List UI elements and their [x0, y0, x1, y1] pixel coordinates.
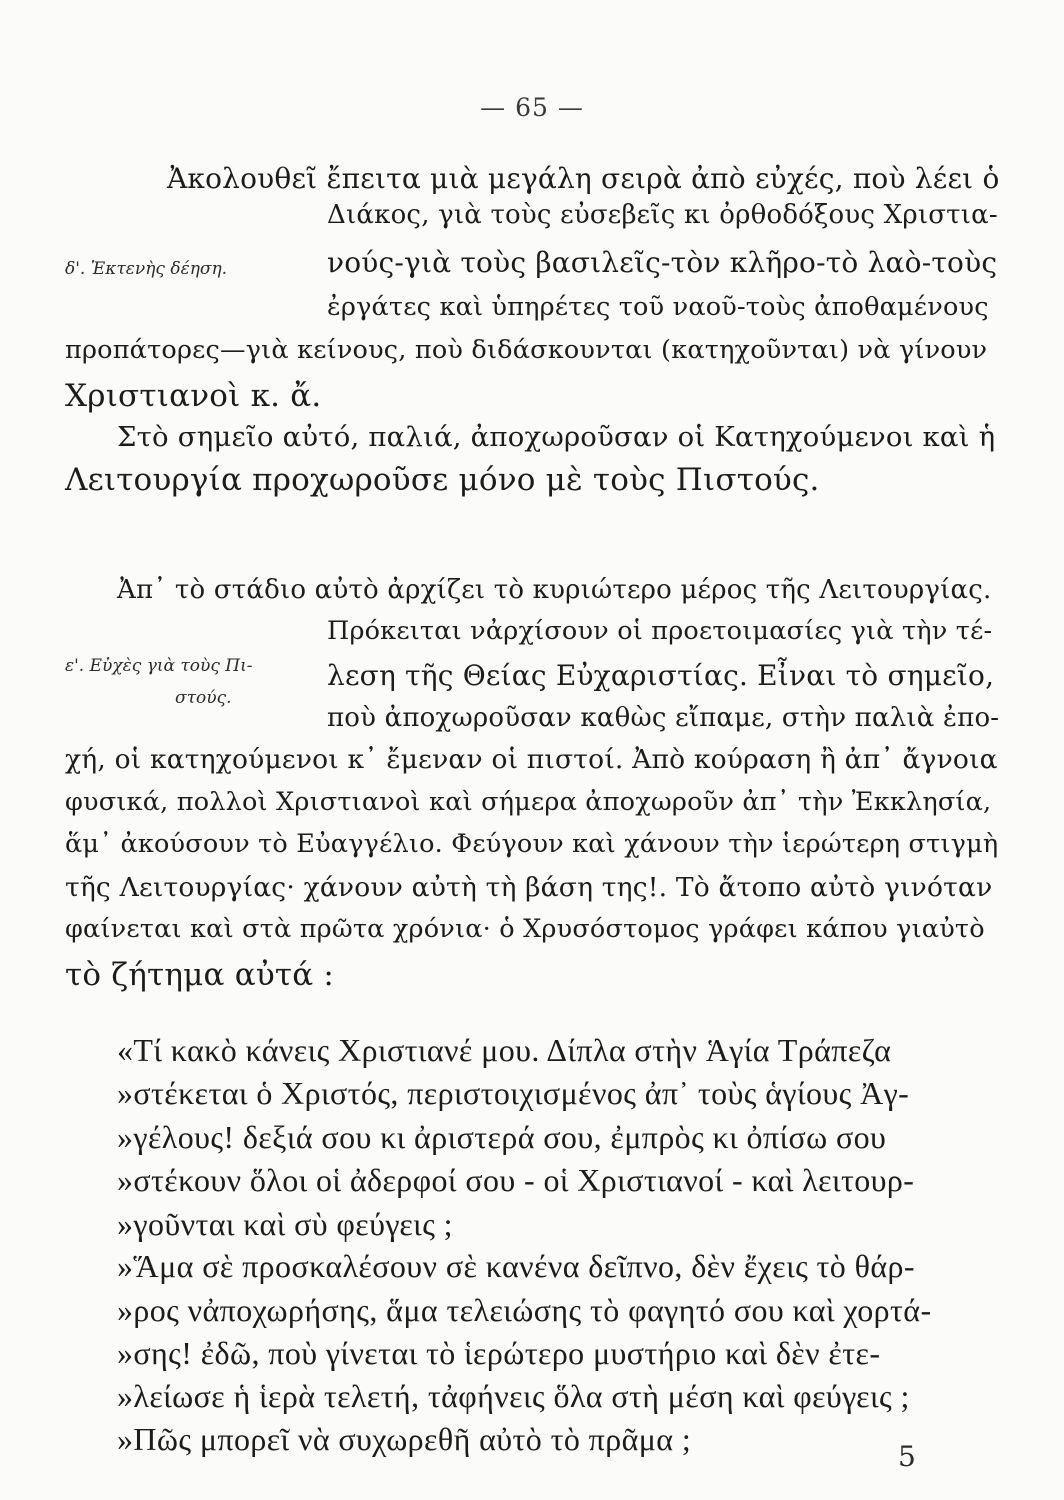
paragraph-line: προπάτορες—γιὰ κείνους, ποὺ διδάσκουνται (κατηχοῦνται) νὰ γίνουν — [65, 335, 988, 365]
paragraph-line: Ἀπ᾽ τὸ στάδιο αὐτὸ ἀρχίζει τὸ κυριώτερο μέρος τῆς Λειτουργίας. — [117, 575, 992, 605]
page-header: — 65 — — [480, 93, 584, 122]
quote-line: »στέκεται ὁ Χριστός, περιστοιχισμένος ἀπ᾽ τοὺς ἁγίους Ἀγ- — [117, 1075, 910, 1111]
quote-line: »ρος νἀποχωρήσης, ἅμα τελειώσης τὸ φαγητό σου καὶ χορτά- — [117, 1292, 932, 1328]
paragraph-line: τὸ ζήτημα αὐτά : — [65, 957, 335, 993]
paragraph-line: τῆς Λειτουργίας· χάνουν αὐτὴ τὴ βάση της!. Τὸ ἄτοπο αὐτὸ γινόταν — [65, 872, 993, 903]
margin-note: στούς. — [175, 688, 232, 708]
quote-line: »λείωσε ἡ ἱερὰ τελετή, τἀφήνεις ὅλα στὴ μέση καὶ φεύγεις ; — [117, 1378, 910, 1414]
paragraph-line: Λειτουργία προχωροῦσε μόνο μὲ τοὺς Πιστούς. — [65, 462, 820, 498]
quote-line: »Ἅμα σὲ προσκαλέσουν σὲ κανένα δεῖπνο, δὲν ἔχεις τὸ θάρ- — [117, 1248, 915, 1284]
margin-note: ε'. Εὐχὲς γιὰ τοὺς Πι- — [65, 656, 253, 676]
paragraph-line: ποὺ ἀποχωροῦσαν καθὼς εἴπαμε, στὴν παλιὰ ἐπο- — [327, 703, 1000, 733]
paragraph-line: ἅμ᾽ ἀκούσουν τὸ Εὐαγγέλιο. Φεύγουν καὶ χάνουν τὴν ἱερώτερη στιγμὴ — [65, 829, 999, 859]
quote-line: »Πῶς μπορεῖ νὰ συχωρεθῆ αὐτὸ τὸ πρᾶμα ; — [117, 1421, 692, 1457]
page-number: 5 — [898, 1440, 916, 1473]
quote-line: »γοῦνται καὶ σὺ φεύγεις ; — [117, 1206, 453, 1242]
paragraph-line: ἐργάτες καὶ ὑπηρέτες τοῦ ναοῦ-τοὺς ἀποθαμένους — [327, 292, 989, 322]
paragraph-line: λεση τῆς Θείας Εὐχαριστίας. Εἶναι τὸ σημεῖο, — [327, 659, 995, 692]
quote-line: «Τί κακὸ κάνεις Χριστιανέ μου. Δίπλα στὴν Ἁγία Τράπεζα — [117, 1032, 892, 1068]
paragraph-line: χή, οἱ κατηχούμενοι κ᾽ ἔμεναν οἱ πιστοί. Ἀπὸ κούραση ἢ ἀπ᾽ ἄγνοια — [65, 744, 998, 775]
paragraph-line: Στὸ σημεῖο αὐτό, παλιά, ἀποχωροῦσαν οἱ Κατηχούμενοι καὶ ἡ — [117, 421, 996, 453]
quote-line: »γέλους! δεξιά σου κι ἀριστερά σου, ἐμπρὸς κι ὀπίσω σου — [117, 1119, 887, 1155]
paragraph-line: φυσικά, πολλοὶ Χριστιανοὶ καὶ σήμερα ἀποχωροῦν ἀπ᾽ τὴν Ἐκκλησία, — [65, 787, 992, 817]
paragraph-line: Πρόκειται νἀρχίσουν οἱ προετοιμασίες γιὰ τὴν τέ- — [327, 616, 993, 646]
margin-note: δ'. Ἐκτενὴς δέηση. — [65, 259, 228, 279]
paragraph-line: Χριστιανοὶ κ. ἄ. — [65, 378, 322, 414]
quote-line: »στέκουν ὅλοι οἱ ἀδερφοί σου - οἱ Χριστιανοί - καὶ λειτουρ- — [117, 1162, 915, 1198]
paragraph-line: νούς-γιὰ τοὺς βασιλεῖς-τὸν κλῆρο-τὸ λαὸ-τοὺς — [327, 246, 998, 279]
paragraph-line: φαίνεται καὶ στὰ πρῶτα χρόνια· ὁ Χρυσόστομος γράφει κάπου γιαὐτὸ — [65, 914, 985, 944]
paragraph-line: Διάκος, γιὰ τοὺς εὐσεβεῖς κι ὀρθοδόξους Χριστια- — [327, 200, 998, 230]
quote-line: »σης! ἐδῶ, ποὺ γίνεται τὸ ἱερώτερο μυστήριο καὶ δὲν ἐτε- — [117, 1335, 881, 1371]
paragraph-line: Ἀκολουθεῖ ἔπειτα μιὰ μεγάλη σειρὰ ἀπὸ εὐχές, ποὺ λέει ὁ — [167, 162, 1000, 195]
